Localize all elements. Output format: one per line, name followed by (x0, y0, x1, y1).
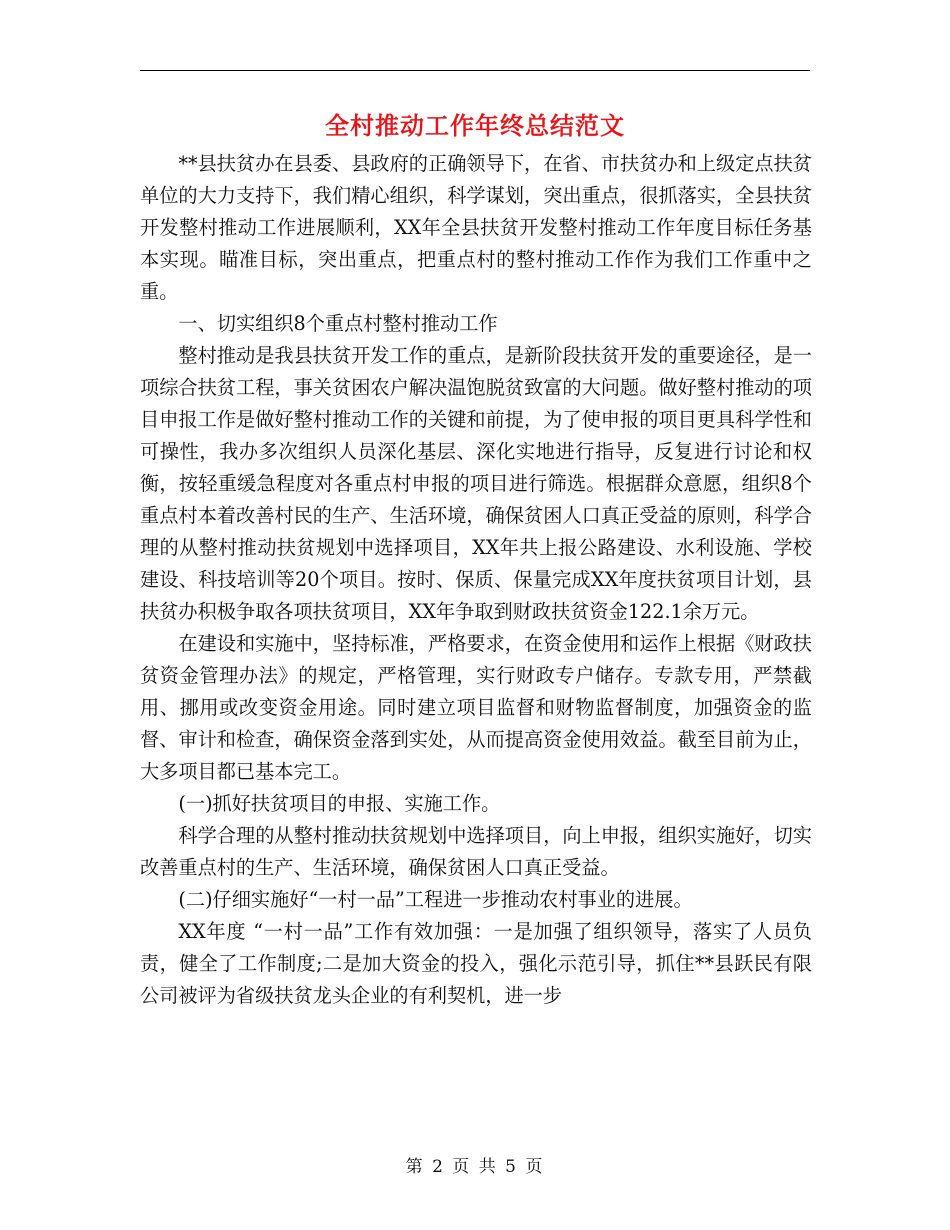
section-heading: 一、切实组织8个重点村整村推动工作 (178, 312, 498, 335)
paragraph: **县扶贫办在县委、县政府的正确领导下，在省、市扶贫办和上级定点扶贫单位的大力支持下，我们精心组织，科学谋划，突出重点，很抓落实，全县扶贫开发整村推动工作进展顺利，XX年全县扶贫开发整村推动工作年度目标任务基本实现。瞄准目标，突出重点，把重点村的整村推动工作作为我们工作重中之重。 (140, 152, 812, 303)
header-rule (140, 70, 810, 71)
paragraph: 在建设和实施中，坚持标准，严格要求，在资金使用和运作上根据《财政扶贫资金管理办法》的规定，严格管理，实行财政专户储存。专款专用，严禁截用、挪用或改变资金用途。同时建立项目监督和财物监督制度，加强资金的监督、审计和检查，确保资金落到实处，从而提高资金使用效益。截至目前为止，大多项目都已基本完工。 (140, 632, 812, 783)
paragraph: 科学合理的从整村推动扶贫规划中选择项目，向上申报，组织实施好，切实改善重点村的生产、生活环境，确保贫困人口真正受益。 (140, 824, 812, 879)
paragraph: XX年度 “一村一品”工作有效加强：一是加强了组织领导，落实了人员负责，健全了工作制度;二是加大资金的投入，强化示范引导，抓住**县跃民有限公司被评为省级扶贫龙头企业的有利契机，进一步 (140, 920, 812, 1007)
paragraph: 整村推动是我县扶贫开发工作的重点，是新阶段扶贫开发的重要途径，是一项综合扶贫工程，事关贫困农户解决温饱脱贫致富的大问题。做好整村推动的项目申报工作是做好整村推动工作的关键和前提，为了使申报的项目更具科学性和可操性，我办多次组织人员深化基层、深化实地进行指导，反复进行讨论和权衡，按轻重缓急程度对各重点村申报的项目进行筛选。根据群众意愿，组织8个重点村本着改善村民的生产、生活环境，确保贫困人口真正受益的原则，科学合理的从整村推动扶贫规划中选择项目，XX年共上报公路建设、水利设施、学校建设、科技培训等20个项目。按时、保质、保量完成XX年度扶贫项目计划，县扶贫办积极争取各项扶贫项目，XX年争取到财政扶贫资金122.1余万元。 (140, 344, 812, 623)
document-body (140, 148, 812, 1012)
document-title: 全村推动工作年终总结范文 (325, 111, 625, 140)
subsection-heading: (一)抓好扶贫项目的申报、实施工作。 (178, 792, 501, 815)
page-footer: 第 2 页 共 5 页 (405, 1157, 545, 1177)
subsection-heading: (二)仔细实施好“一村一品”工程进一步推动农村事业的进展。 (178, 888, 693, 911)
